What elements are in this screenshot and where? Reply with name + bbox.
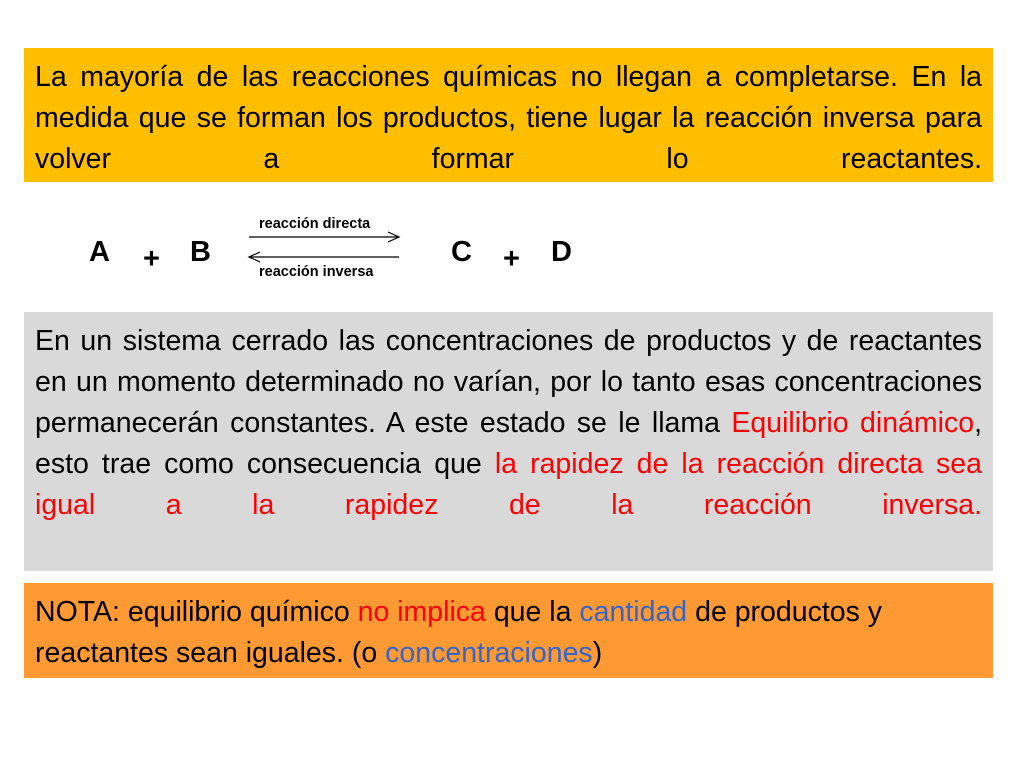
- note-concentraciones: concentraciones: [385, 637, 593, 669]
- note-text-2: que la: [485, 596, 580, 628]
- dynamic-equilibrium-highlight: Equilibrio dinámico: [731, 407, 975, 439]
- equilibrium-arrows-icon: [245, 228, 405, 264]
- species-d: D: [551, 236, 572, 268]
- note-text-4: ): [592, 637, 603, 669]
- equal-rates-highlight: la rapidez de la reacción directa sea igual a la rapidez de la reacción inversa.: [35, 448, 982, 521]
- species-a: A: [89, 236, 110, 268]
- reverse-reaction-label: reacción inversa: [259, 264, 374, 280]
- note-box: [24, 583, 993, 678]
- equilibrium-equation: [0, 200, 1024, 300]
- closed-system-text: En un sistema cerrado las concentraciones de productos y de reactantes en un momento determinado no varían, por lo tanto esas concentraciones permanecerán constantes. A este estado se le llama: [35, 325, 982, 439]
- plus-sign-right: +: [503, 243, 520, 275]
- forward-reaction-label: reacción directa: [259, 216, 371, 232]
- closed-system-box: [24, 312, 993, 571]
- species-c: C: [451, 236, 472, 268]
- note-no-implica: no implica: [357, 596, 486, 628]
- closed-system-text-continued: , esto trae como consecuencia que: [35, 407, 982, 480]
- note-cantidad: cantidad: [579, 596, 688, 628]
- species-b: B: [190, 236, 211, 268]
- intro-box: [24, 48, 993, 182]
- note-text-1: NOTA: equilibrio químico: [35, 596, 358, 628]
- plus-sign-left: +: [143, 243, 160, 275]
- note-text-3: de productos y reactantes sean iguales. (o: [35, 596, 883, 669]
- intro-text: La mayoría de las reacciones químicas no llegan a completarse. En la medida que se forman los productos, tiene lugar la reacción inversa para volver a formar lo reactantes.: [35, 61, 982, 175]
